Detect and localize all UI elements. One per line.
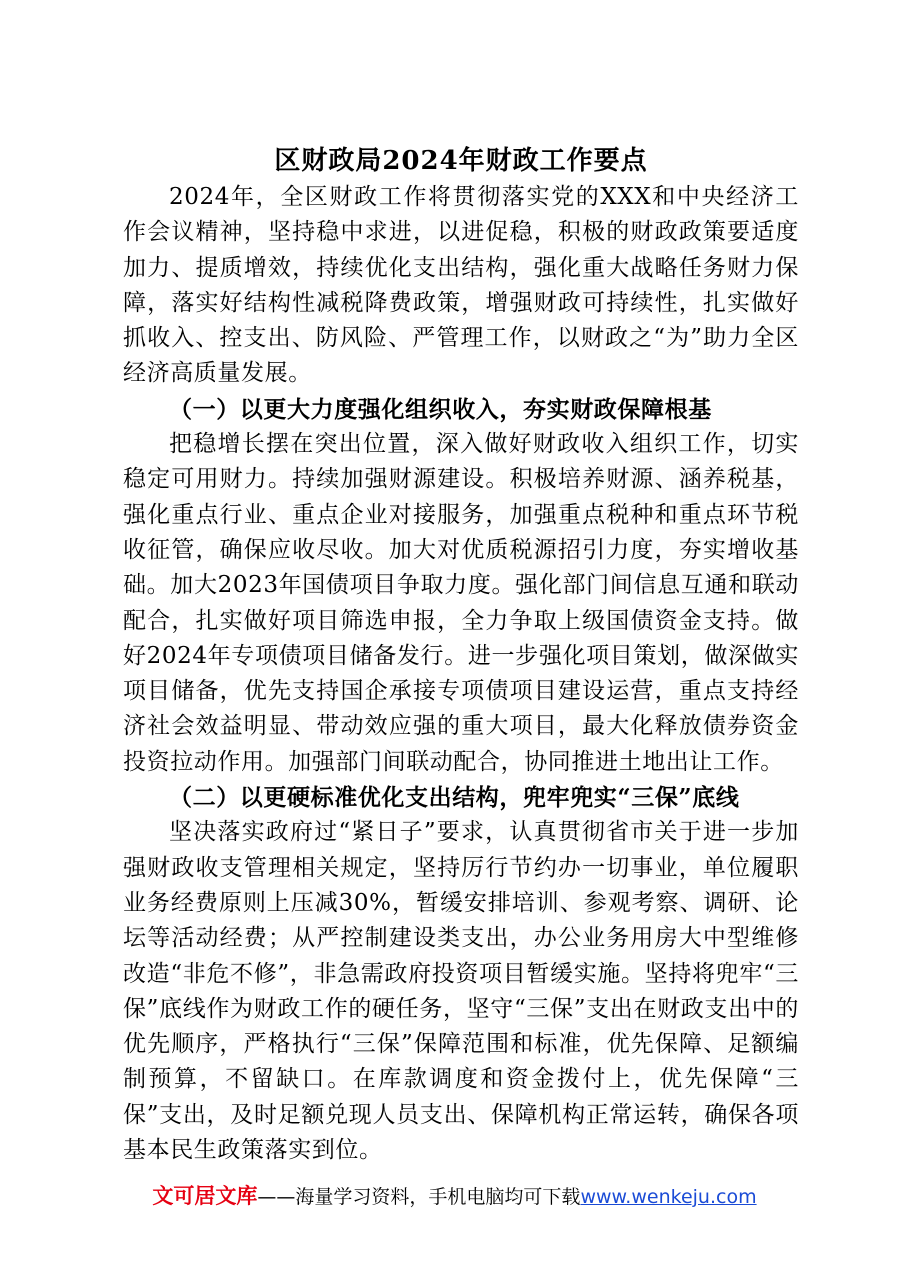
footer-banner bbox=[0, 1181, 909, 1212]
footer-slogan: ——海量学习资料，手机电脑均可下载 bbox=[257, 1186, 581, 1208]
footer-brand: 文可居文库 bbox=[152, 1184, 258, 1208]
section-1-heading: （一）以更大力度强化组织收入，夯实财政保障根基 bbox=[169, 395, 712, 423]
section-2-paragraph: 坚决落实政府过“紧日子”要求，认真贯彻省市关于进一步加强财政收支管理相关规定，坚持厉行节约办一切事业，单位履职业务经费原则上压减30%，暂缓安排培训、参观考察、调研、论坛等活动经费；从严控制建设类支出，办公业务用房大中型维修改造“非危不修”，非急需政府投资项目暂缓实施。坚持将兜牢“三保”底线作为财政工作的硬任务，坚守“三保”支出在财政支出中的优先顺序，严格执行“三保”保障范围和标准，优先保障、足额编制预算，不留缺口。在库款调度和资金拨付上，优先保障“三保”支出，及时足额兑现人员支出、保障机构正常运转，确保各项基本民生政策落实到位。 bbox=[123, 819, 799, 1164]
document-body bbox=[123, 142, 799, 1168]
footer-site-link[interactable]: www.wenkeju.com bbox=[580, 1186, 757, 1208]
section-2-heading: （二）以更硬标准优化支出结构，兜牢兜实“三保”底线 bbox=[169, 784, 740, 812]
section-1-paragraph: 把稳增长摆在突出位置，深入做好财政收入组织工作，切实稳定可用财力。持续加强财源建设。积极培养财源、涵养税基，强化重点行业、重点企业对接服务，加强重点税种和重点环节税收征管，确保应收尽收。加大对优质税源招引力度，夯实增收基础。加大2023年国债项目争取力度。强化部门间信息互通和联动配合，扎实做好项目筛选申报，全力争取上级国债资金支持。做好2024年专项债项目储备发行。进一步强化项目策划，做深做实项目储备，优先支持国企承接专项债项目建设运营，重点支持经济社会效益明显、带动效应强的重大项目，最大化释放债券资金投资拉动作用。加强部门间联动配合，协同推进土地出让工作。 bbox=[123, 431, 799, 775]
document-title: 区财政局2024年财政工作要点 bbox=[274, 146, 648, 176]
intro-paragraph: 2024年，全区财政工作将贯彻落实党的XXX和中央经济工作会议精神，坚持稳中求进，以进促稳，积极的财政政策要适度加力、提质增效，持续优化支出结构，强化重大战略任务财力保障，落实好结构性减税降费政策，增强财政可持续性，扎实做好抓收入、控支出、防风险、严管理工作，以财政之“为”助力全区经济高质量发展。 bbox=[123, 184, 799, 387]
